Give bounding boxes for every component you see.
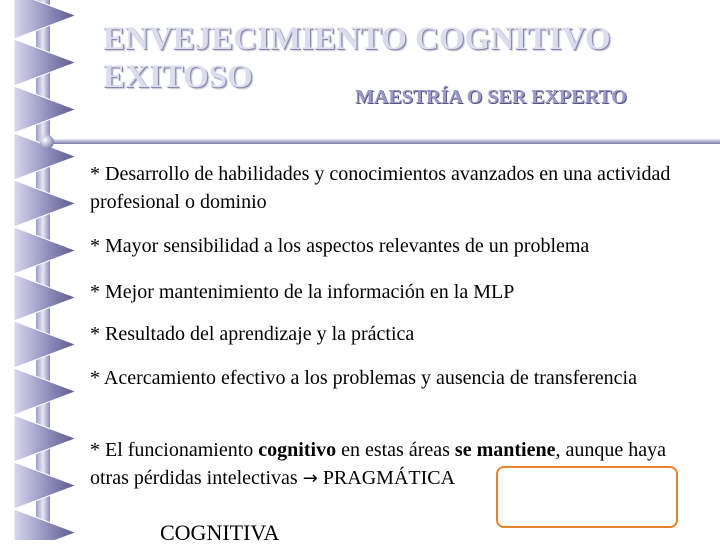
bullet-6-suffix: , aunque haya otras pérdidas intelectivas <box>90 439 666 489</box>
slide-title <box>103 20 611 96</box>
decorative-triangle-band <box>0 0 80 540</box>
bullet-6-bold-cognitivo: cognitivo <box>258 439 337 461</box>
bullet-6-bold-se-mantiene: se mantiene <box>454 439 556 461</box>
right-arrow-icon: → <box>302 468 318 489</box>
slide-subtitle: MAESTRÍA O SER EXPERTO <box>355 86 627 108</box>
bullet-1: * Desarrollo de habilidades y conocimientos avanzados en una actividad profesional o dominio <box>90 163 671 213</box>
highlight-box <box>496 466 678 528</box>
bullet-6-middle: en estas áreas <box>336 439 455 461</box>
title-line-1: ENVEJECIMIENTO COGNITIVO <box>103 21 611 57</box>
bullet-5: * Acercamiento efectivo a los problemas y ausencia de transferencia <box>90 367 637 389</box>
bullet-6-keyword: PRAGMÁTICA <box>317 467 456 489</box>
bullet-6-prefix: * El funcionamiento <box>90 439 259 461</box>
bullet-3: * Mejor mantenimiento de la información en la MLP <box>90 281 515 303</box>
title-line-2: EXITOSO <box>103 59 253 95</box>
overflow-text-cognitiva: COGNITIVA <box>160 520 280 545</box>
bullet-4: * Resultado del aprendizaje y la práctica <box>90 323 415 345</box>
title-divider <box>40 135 720 149</box>
bullet-2: * Mayor sensibilidad a los aspectos relevantes de un problema <box>90 235 590 257</box>
